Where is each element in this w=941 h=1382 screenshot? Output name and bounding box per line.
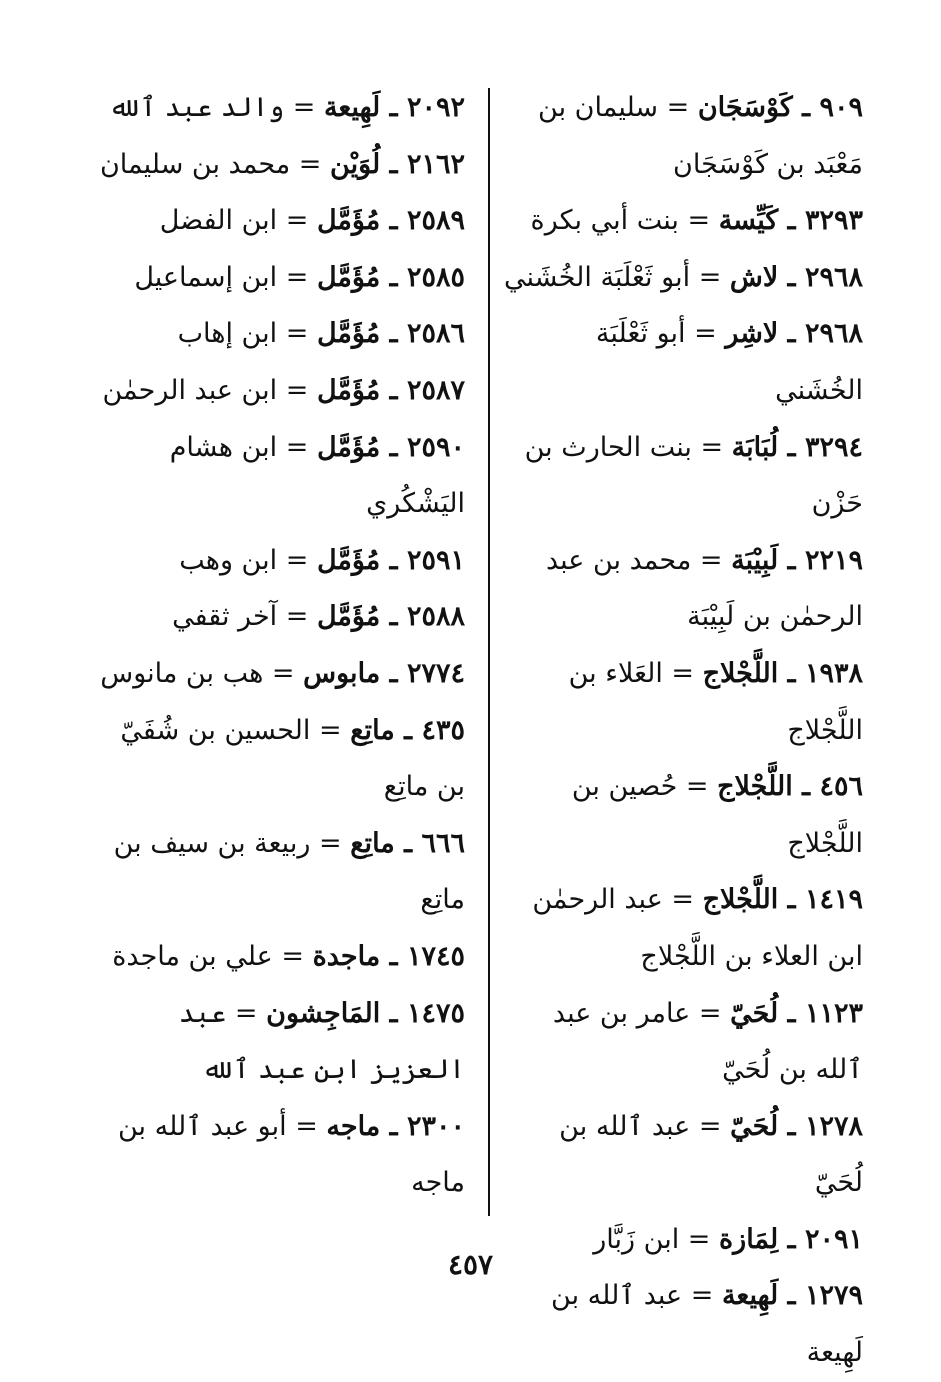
entry-description: آخر ثقفي — [172, 601, 278, 633]
entry-name: ماتِع — [350, 714, 395, 746]
index-entry: ١٤١٩ ـ اللَّجْلاج = عبد الرحمٰن ابن العلاء بن اللَّجْلاج — [532, 884, 863, 972]
index-entry: ١١٢٣ ـ لُحَيّ = عامر بن عبد ٱلله بن لُحَيّ — [552, 997, 863, 1086]
entry-number: ٢٠٩١ — [804, 1223, 863, 1255]
entry-number: ١٧٤٥ — [406, 940, 465, 972]
entry-number: ٣٢٩٤ — [804, 431, 863, 463]
entry-name: المَاجِشون — [266, 997, 381, 1029]
entry-description: ابن الفضل — [159, 205, 278, 237]
index-column-right — [503, 80, 863, 1382]
index-entry: ٢٣٠٠ ـ ماجه = أبو عبد ٱلله بن ماجه — [117, 1110, 465, 1199]
entry-description: ابن عبد الرحمٰن — [102, 374, 278, 406]
entry-number: ٢٥٩٠ — [406, 431, 465, 463]
entry-number: ٢٩٦٨ — [804, 318, 863, 350]
entry-number: ١١٢٣ — [804, 997, 863, 1029]
entry-name: ماجدة — [312, 940, 381, 972]
index-column-left — [95, 80, 465, 1212]
entry-number: ٣٢٩٣ — [804, 205, 863, 237]
entry-description: سليمان بن مَعْبَد بن كَوْسَجَان — [538, 92, 863, 180]
page-number: ٤٥٧ — [447, 1248, 494, 1281]
entry-name: مُؤَمَّل — [316, 544, 381, 576]
entry-description: هب بن مانوس — [100, 657, 264, 689]
index-entry: ٦٦٦ ـ ماتِع = ربيعة بن سيف بن ماتِع — [113, 827, 465, 916]
entry-description: بنت الحارث بن حَزْن — [524, 431, 863, 520]
entry-description: بنت أبي بكرة — [530, 205, 679, 237]
entry-number: ٢٠٩٢ — [406, 92, 465, 123]
entry-number: ١٤١٩ — [804, 884, 863, 916]
entry-description: ابن هشام اليَشْكُري — [169, 431, 465, 520]
entry-description: عبد ٱلله بن لُحَيّ — [559, 1110, 863, 1199]
entry-number: ١٩٣٨ — [804, 657, 863, 689]
index-entry: ١٤٧٥ ـ المَاجِشون = عبد العزيز ابن عبد ٱلله — [178, 997, 465, 1086]
index-entry: ٢٩٦٨ ـ لاش = أبو ثَعْلَبَة الخُشَني — [503, 261, 863, 293]
entry-description: عبد ٱلله بن لَهِيعة — [551, 1280, 863, 1369]
entry-name: كَوْسَجَان — [697, 92, 793, 123]
entry-description: أبو ثَعْلَبَة الخُشَني — [595, 318, 863, 406]
entry-name: لَهِيعة — [721, 1280, 779, 1312]
index-entry: ٩٠٩ ـ كَوْسَجَان = سليمان بن مَعْبَد بن كَوْسَجَان — [538, 92, 863, 180]
entry-name: لاش — [729, 261, 779, 293]
index-entry: ٢٥٨٩ ـ مُؤَمَّل = ابن الفضل — [159, 205, 465, 237]
entry-description: ابن وهب — [179, 544, 278, 576]
entry-name: مُؤَمَّل — [316, 431, 381, 463]
entry-name: لُوَيْن — [330, 148, 381, 180]
entry-description: حُصين بن اللَّجْلاج — [571, 771, 863, 859]
entry-name: ماجه — [326, 1110, 381, 1142]
entry-name: لُبَابَة — [731, 431, 779, 463]
entry-name: لاشِر — [725, 318, 779, 350]
entry-number: ٢٣٠٠ — [406, 1110, 465, 1142]
entry-description: أبو ثَعْلَبَة الخُشَني — [503, 261, 691, 293]
index-entry: ١٧٤٥ ـ ماجدة = علي بن ماجدة — [112, 940, 465, 972]
entry-name: مُؤَمَّل — [316, 318, 381, 350]
entry-description: عبد الرحمٰن ابن العلاء بن اللَّجْلاج — [532, 884, 863, 972]
entry-description: ابن إسماعيل — [134, 261, 278, 293]
entry-number: ٢٢١٩ — [804, 544, 863, 576]
entry-number: ٢٥٨٧ — [406, 374, 465, 406]
index-entry: ٢٥٨٨ ـ مُؤَمَّل = آخر ثقفي — [172, 601, 465, 633]
entry-name: مُؤَمَّل — [316, 374, 381, 406]
entry-description: عامر بن عبد ٱلله بن لُحَيّ — [552, 997, 863, 1086]
entry-name: مُؤَمَّل — [316, 601, 381, 633]
index-entry: ٤٥٦ ـ اللَّجْلاج = حُصين بن اللَّجْلاج — [571, 771, 863, 859]
entry-description: محمد بن عبد الرحمٰن بن لَبِيْبَة — [545, 544, 863, 633]
index-entry: ٢٥٩٠ ـ مُؤَمَّل = ابن هشام اليَشْكُري — [169, 431, 465, 520]
entry-name: لِمَازة — [719, 1223, 779, 1255]
entry-description: الحسين بن شُفَيّ بن ماتِع — [120, 714, 465, 803]
index-entry: ٢٥٨٦ ـ مُؤَمَّل = ابن إهاب — [177, 318, 465, 350]
entry-name: اللَّجْلاج — [702, 884, 779, 916]
index-entry: ٤٣٥ ـ ماتِع = الحسين بن شُفَيّ بن ماتِع — [120, 714, 465, 803]
entry-description: العَلاء بن اللَّجْلاج — [568, 657, 863, 746]
entry-name: مابوس — [303, 657, 381, 689]
entry-number: ٤٣٥ — [421, 714, 465, 746]
entry-description: ابن إهاب — [177, 318, 278, 350]
entry-description: ربيعة بن سيف بن ماتِع — [113, 827, 465, 916]
index-entry: ٢٩٦٨ ـ لاشِر = أبو ثَعْلَبَة الخُشَني — [595, 318, 863, 406]
entry-number: ٢٥٨٥ — [406, 261, 465, 293]
entry-number: ٤٥٦ — [819, 771, 863, 803]
index-entry: ٢٥٨٧ ـ مُؤَمَّل = ابن عبد الرحمٰن — [102, 374, 465, 406]
entry-number: ٢١٦٢ — [406, 148, 465, 180]
entry-number: ٢٧٧٤ — [406, 657, 465, 689]
entry-name: اللَّجْلاج — [702, 657, 779, 689]
entry-number: ٢٩٦٨ — [804, 261, 863, 293]
entry-description: محمد بن سليمان — [99, 148, 291, 180]
entry-description: عبد العزيز ابن عبد ٱلله — [178, 997, 465, 1086]
index-entry: ٢٠٩٢ ـ لَهِيعة = والد عبد ٱلله — [108, 92, 465, 123]
index-entry: ٣٢٩٤ ـ لُبَابَة = بنت الحارث بن حَزْن — [524, 431, 863, 520]
entry-name: ماتِع — [350, 827, 395, 859]
entry-number: ٢٥٨٦ — [406, 318, 465, 350]
index-entry: ١٢٧٨ ـ لُحَيّ = عبد ٱلله بن لُحَيّ — [559, 1110, 863, 1199]
entry-name: لَهِيعة — [323, 92, 381, 123]
index-entry: ٢٠٩١ ـ لِمَازة = ابن زَبَّار — [593, 1223, 863, 1255]
entry-name: لُحَيّ — [730, 997, 779, 1029]
index-entry: ٣٢٩٣ ـ كَيِّسة = بنت أبي بكرة — [530, 205, 863, 237]
entry-number: ١٢٧٩ — [804, 1280, 863, 1312]
entry-name: كَيِّسة — [718, 205, 779, 237]
entry-name: اللَّجْلاج — [717, 771, 793, 803]
entry-number: ٦٦٦ — [421, 827, 465, 859]
entry-name: مُؤَمَّل — [316, 261, 381, 293]
entry-description: علي بن ماجدة — [112, 940, 273, 972]
index-entry: ٢١٦٢ ـ لُوَيْن = محمد بن سليمان — [99, 148, 465, 180]
entry-number: ١٤٧٥ — [406, 997, 465, 1029]
index-entry: ١٢٧٩ ـ لَهِيعة = عبد ٱلله بن لَهِيعة — [551, 1280, 863, 1369]
entry-number: ٢٥٨٨ — [406, 601, 465, 633]
index-entry: ١٩٣٨ ـ اللَّجْلاج = العَلاء بن اللَّجْلاج — [568, 657, 863, 746]
entry-name: لَبِيْبَة — [731, 544, 779, 576]
index-entry: ٢٢١٩ ـ لَبِيْبَة = محمد بن عبد الرحمٰن بن لَبِيْبَة — [545, 544, 863, 633]
index-entry: ٢٥٨٥ ـ مُؤَمَّل = ابن إسماعيل — [134, 261, 465, 293]
index-entry: ٢٥٩١ ـ مُؤَمَّل = ابن وهب — [179, 544, 465, 576]
index-entry: ٢٧٧٤ ـ مابوس = هب بن مانوس — [100, 657, 465, 689]
entry-description: أبو عبد ٱلله بن ماجه — [117, 1110, 465, 1199]
entry-name: لُحَيّ — [730, 1110, 779, 1142]
entry-number: ١٢٧٨ — [804, 1110, 863, 1142]
entry-name: مُؤَمَّل — [316, 205, 381, 237]
entry-description: والد عبد ٱلله — [108, 92, 285, 123]
column-divider — [488, 88, 490, 1216]
entry-number: ٢٥٨٩ — [406, 205, 465, 237]
entry-number: ٩٠٩ — [819, 92, 863, 123]
entry-description: ابن زَبَّار — [593, 1223, 680, 1255]
entry-number: ٢٥٩١ — [406, 544, 465, 576]
